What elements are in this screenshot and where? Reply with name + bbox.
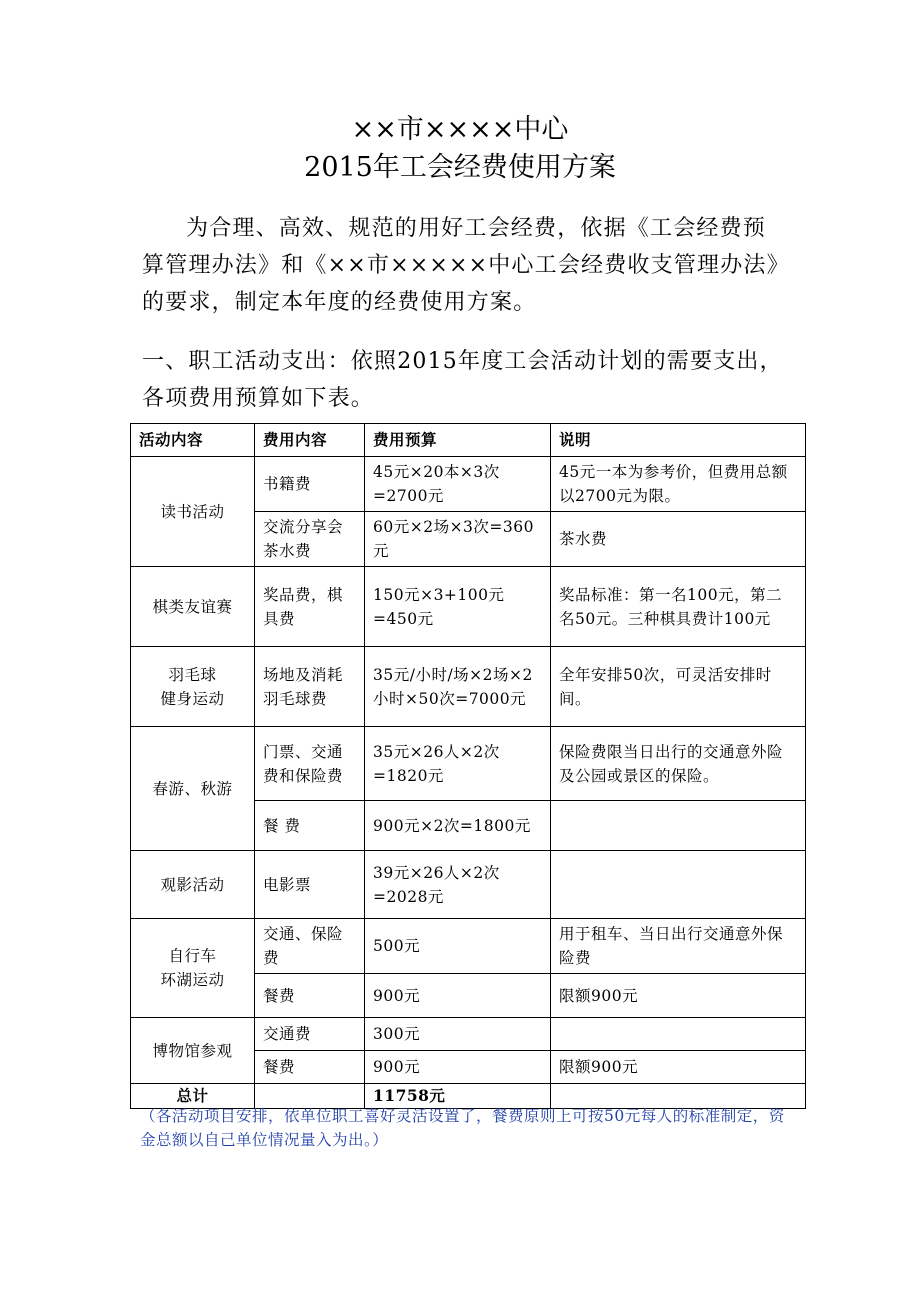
activity-cell: 羽毛球 健身运动 (131, 647, 255, 727)
header-activity: 活动内容 (131, 424, 255, 457)
item-cell: 餐费 (255, 974, 365, 1018)
table-header-row (131, 424, 806, 457)
item-cell: 交通、保险费 (255, 919, 365, 974)
item-cell: 场地及消耗羽毛球费 (255, 647, 365, 727)
budget-cell: 900元×2次=1800元 (365, 801, 551, 851)
note-cell (551, 801, 806, 851)
header-note: 说明 (551, 424, 806, 457)
footnote: （各活动项目安排，依单位职工喜好灵活设置了，餐费原则上可按50元每人的标准制定，资金总额以自己单位情况量入为出。） (140, 1107, 785, 1149)
item-cell: 门票、交通费和保险费 (255, 727, 365, 801)
item-cell: 交流分享会茶水费 (255, 512, 365, 567)
budget-cell: 45元×20本×3次=2700元 (365, 457, 551, 512)
note-cell: 茶水费 (551, 512, 806, 567)
table-row (131, 647, 806, 727)
activity-cell: 春游、秋游 (131, 727, 255, 851)
note-cell: 用于租车、当日出行交通意外保险费 (551, 919, 806, 974)
note-cell: 奖品标准：第一名100元，第二名50元。三种棋具费计100元 (551, 567, 806, 647)
doc-title-line2: 2015年工会经费使用方案 (304, 152, 616, 183)
activity-cell: 棋类友谊赛 (131, 567, 255, 647)
activity-cell: 观影活动 (131, 851, 255, 919)
total-label-cell: 总计 (131, 1084, 255, 1109)
budget-cell: 500元 (365, 919, 551, 974)
activity-cell: 博物馆参观 (131, 1018, 255, 1084)
budget-cell: 900元 (365, 974, 551, 1018)
activity-cell: 自行车 环湖运动 (131, 919, 255, 1018)
note-cell: 限额900元 (551, 1051, 806, 1084)
budget-table (130, 423, 806, 1109)
budget-cell: 35元×26人×2次=1820元 (365, 727, 551, 801)
item-cell: 交通费 (255, 1018, 365, 1051)
table-row (131, 919, 806, 974)
section-heading-1: 一、职工活动支出：依照2015年度工会活动计划的需要支出，各项费用预算如下表。 (142, 349, 783, 411)
item-cell: 书籍费 (255, 457, 365, 512)
budget-cell: 900元 (365, 1051, 551, 1084)
intro-paragraph: 为合理、高效、规范的用好工会经费，依据《工会经费预算管理办法》和《××市×××××中心工会经费收支管理办法》的要求，制定本年度的经费使用方案。 (142, 216, 779, 315)
note-cell (551, 851, 806, 919)
budget-cell: 39元×26人×2次=2028元 (365, 851, 551, 919)
doc-title-line1: ××市××××中心 (351, 114, 569, 145)
budget-cell: 60元×2场×3次=360元 (365, 512, 551, 567)
note-cell: 限额900元 (551, 974, 806, 1018)
table-row (131, 727, 806, 801)
item-cell: 餐 费 (255, 801, 365, 851)
header-item: 费用内容 (255, 424, 365, 457)
note-cell: 全年安排50次，可灵活安排时间。 (551, 647, 806, 727)
note-cell: 45元一本为参考价，但费用总额以2700元为限。 (551, 457, 806, 512)
item-cell: 电影票 (255, 851, 365, 919)
note-cell: 保险费限当日出行的交通意外险及公园或景区的保险。 (551, 727, 806, 801)
table-row (131, 457, 806, 512)
table-row (131, 851, 806, 919)
item-cell: 餐费 (255, 1051, 365, 1084)
table-row (131, 1018, 806, 1051)
note-cell (551, 1018, 806, 1051)
budget-cell: 150元×3+100元=450元 (365, 567, 551, 647)
activity-cell: 读书活动 (131, 457, 255, 567)
total-value-cell: 11758元 (365, 1084, 551, 1109)
budget-cell: 300元 (365, 1018, 551, 1051)
header-budget: 费用预算 (365, 424, 551, 457)
item-cell: 奖品费，棋具费 (255, 567, 365, 647)
table-row (131, 567, 806, 647)
budget-cell: 35元/小时/场×2场×2小时×50次=7000元 (365, 647, 551, 727)
